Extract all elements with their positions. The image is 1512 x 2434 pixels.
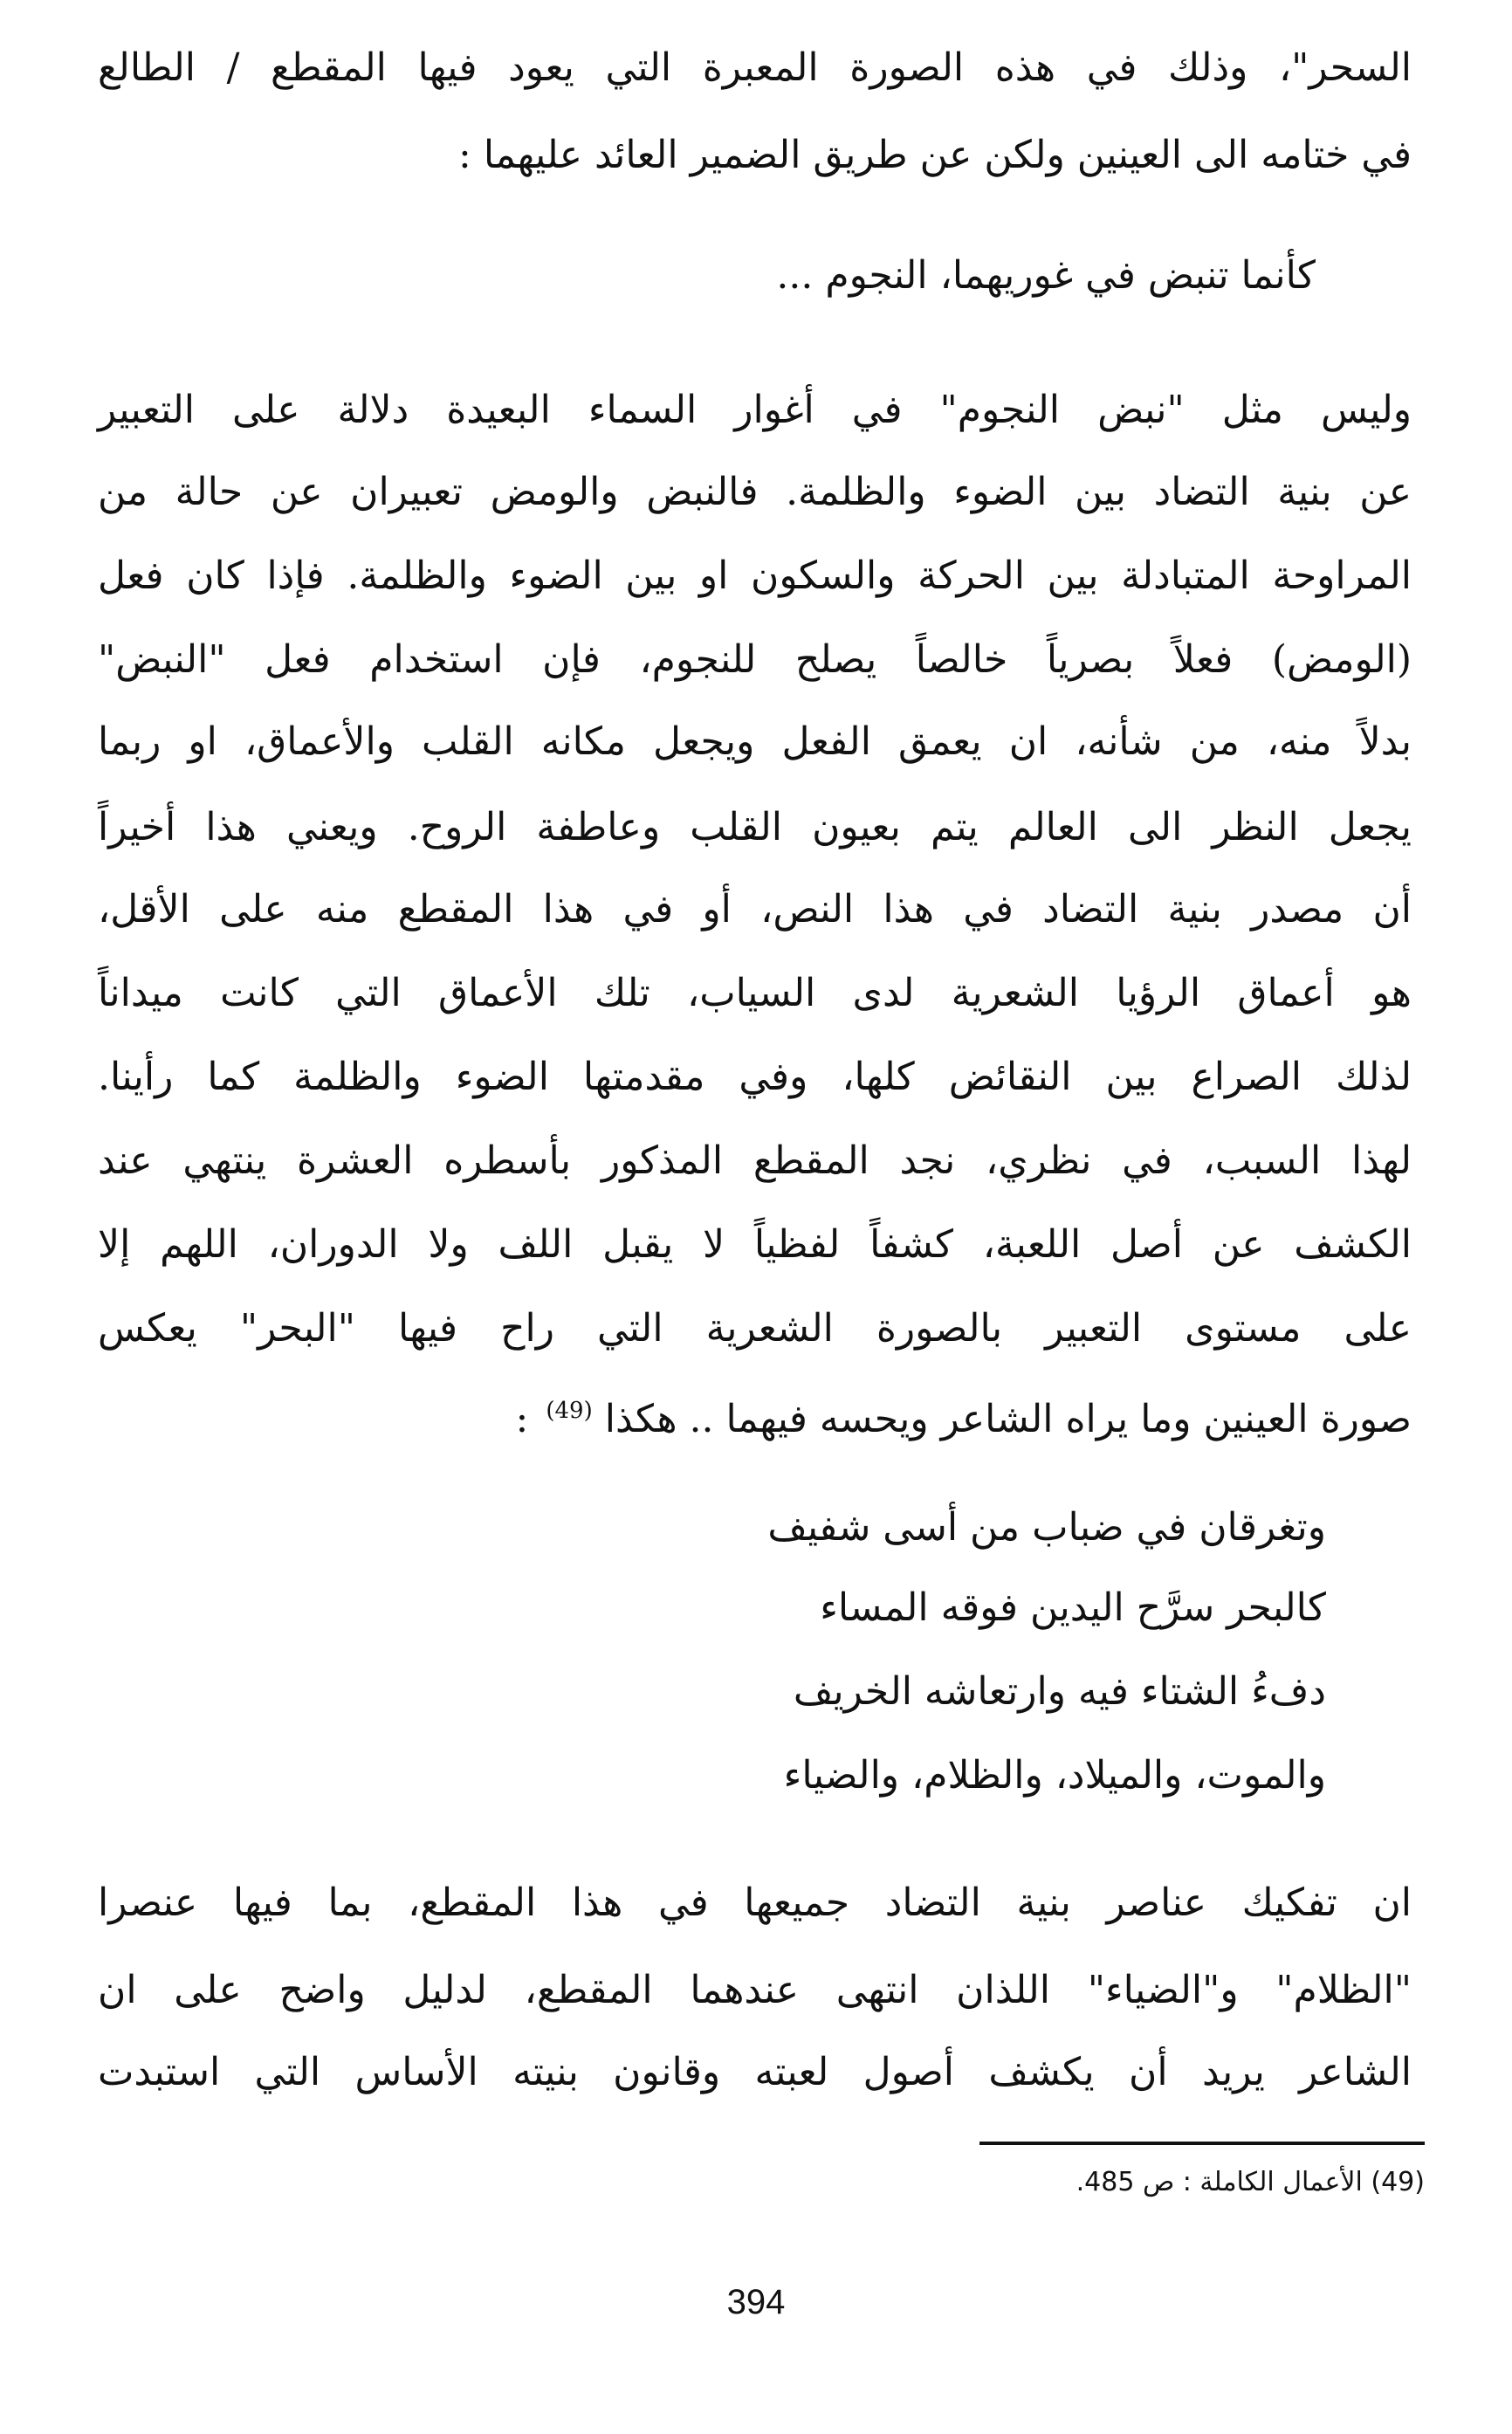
paragraph-2-line-10: لهذا السبب، في نظري، نجد المقطع المذكور بأسطره العشرة ينتهي عند — [98, 1138, 1412, 1183]
paragraph-2-line-12: على مستوى التعبير بالصورة الشعرية التي راح فيها "البحر" يعكس — [98, 1306, 1412, 1351]
verse-line-2: كالبحر سرَّح اليدين فوقه المساء — [820, 1585, 1326, 1630]
verse-line-3: دفءُ الشتاء فيه وارتعاشه الخريف — [793, 1669, 1326, 1714]
paragraph-2-line-2: عن بنية التضاد بين الضوء والظلمة. فالنبض والومض تعبيران عن حالة من — [98, 470, 1412, 514]
paragraph-2-line-5: بدلاً منه، من شأنه، ان يعمق الفعل ويجعل مكانه القلب والأعماق، او ربما — [98, 719, 1412, 764]
footnote: (49) الأعمال الكاملة : ص 485. — [1076, 2167, 1425, 2197]
paragraph-2-line-8: هو أعماق الرؤيا الشعرية لدى السياب، تلك الأعماق التي كانت ميداناً — [98, 971, 1412, 1015]
paragraph-3-line-3: الشاعر يريد أن يكشف أصول لعبته وقانون بنيته الأساس التي استبدت — [98, 2050, 1412, 2094]
page-number: 394 — [726, 2283, 786, 2321]
paragraph-2-last-text: صورة العينين وما يراه الشاعر ويحسه فيهما .. هكذا — [604, 1397, 1412, 1441]
paragraph-2-line-7: أن مصدر بنية التضاد في هذا النص، أو في هذا المقطع منه على الأقل، — [98, 887, 1412, 932]
paragraph-2-line-6: يجعل النظر الى العالم يتم بعيون القلب وعاطفة الروح. ويعني هذا أخيراً — [98, 805, 1412, 849]
paragraph-2-line-13 — [98, 1393, 1412, 1446]
footnote-separator — [979, 2142, 1425, 2145]
paragraph-3-line-2: "الظلام" و"الضياء" اللذان انتهى عندهما المقطع، لدليل واضح على ان — [98, 1968, 1412, 2012]
paragraph-2-line-9: لذلك الصراع بين النقائض كلها، وفي مقدمتها الضوء والظلمة كما رأينا. — [98, 1055, 1412, 1099]
paragraph-3-line-1: ان تفكيك عناصر بنية التضاد جميعها في هذا المقطع، بما فيها عنصرا — [98, 1881, 1412, 1925]
paragraph-2-line-3: المراوحة المتبادلة بين الحركة والسكون او بين الضوء والظلمة. فإذا كان فعل — [98, 553, 1412, 598]
paragraph-1-line-1: السحر"، وذلك في هذه الصورة المعبرة التي يعود فيها المقطع / الطالع — [98, 45, 1412, 90]
colon-mark: : — [515, 1397, 529, 1441]
paragraph-2-line-1: وليس مثل "نبض النجوم" في أغوار السماء البعيدة دلالة على التعبير — [98, 388, 1412, 432]
quote-line: كأنما تنبض في غوريهما، النجوم ... — [776, 253, 1316, 298]
paragraph-2-line-4: (الومض) فعلاً بصرياً خالصاً يصلح للنجوم، فإن استخدام فعل "النبض" — [98, 637, 1412, 682]
footnote-ref-marker: (49) — [546, 1398, 593, 1425]
paragraph-2-line-11: الكشف عن أصل اللعبة، كشفاً لفظياً لا يقبل اللف ولا الدوران، اللهم إلا — [98, 1222, 1412, 1267]
verse-line-1: وتغرقان في ضباب من أسى شفيف — [767, 1505, 1326, 1550]
verse-line-4: والموت، والميلاد، والظلام، والضياء — [783, 1753, 1326, 1798]
paragraph-1-line-2: في ختامه الى العينين ولكن عن طريق الضمير العائد عليهما : — [458, 133, 1412, 177]
